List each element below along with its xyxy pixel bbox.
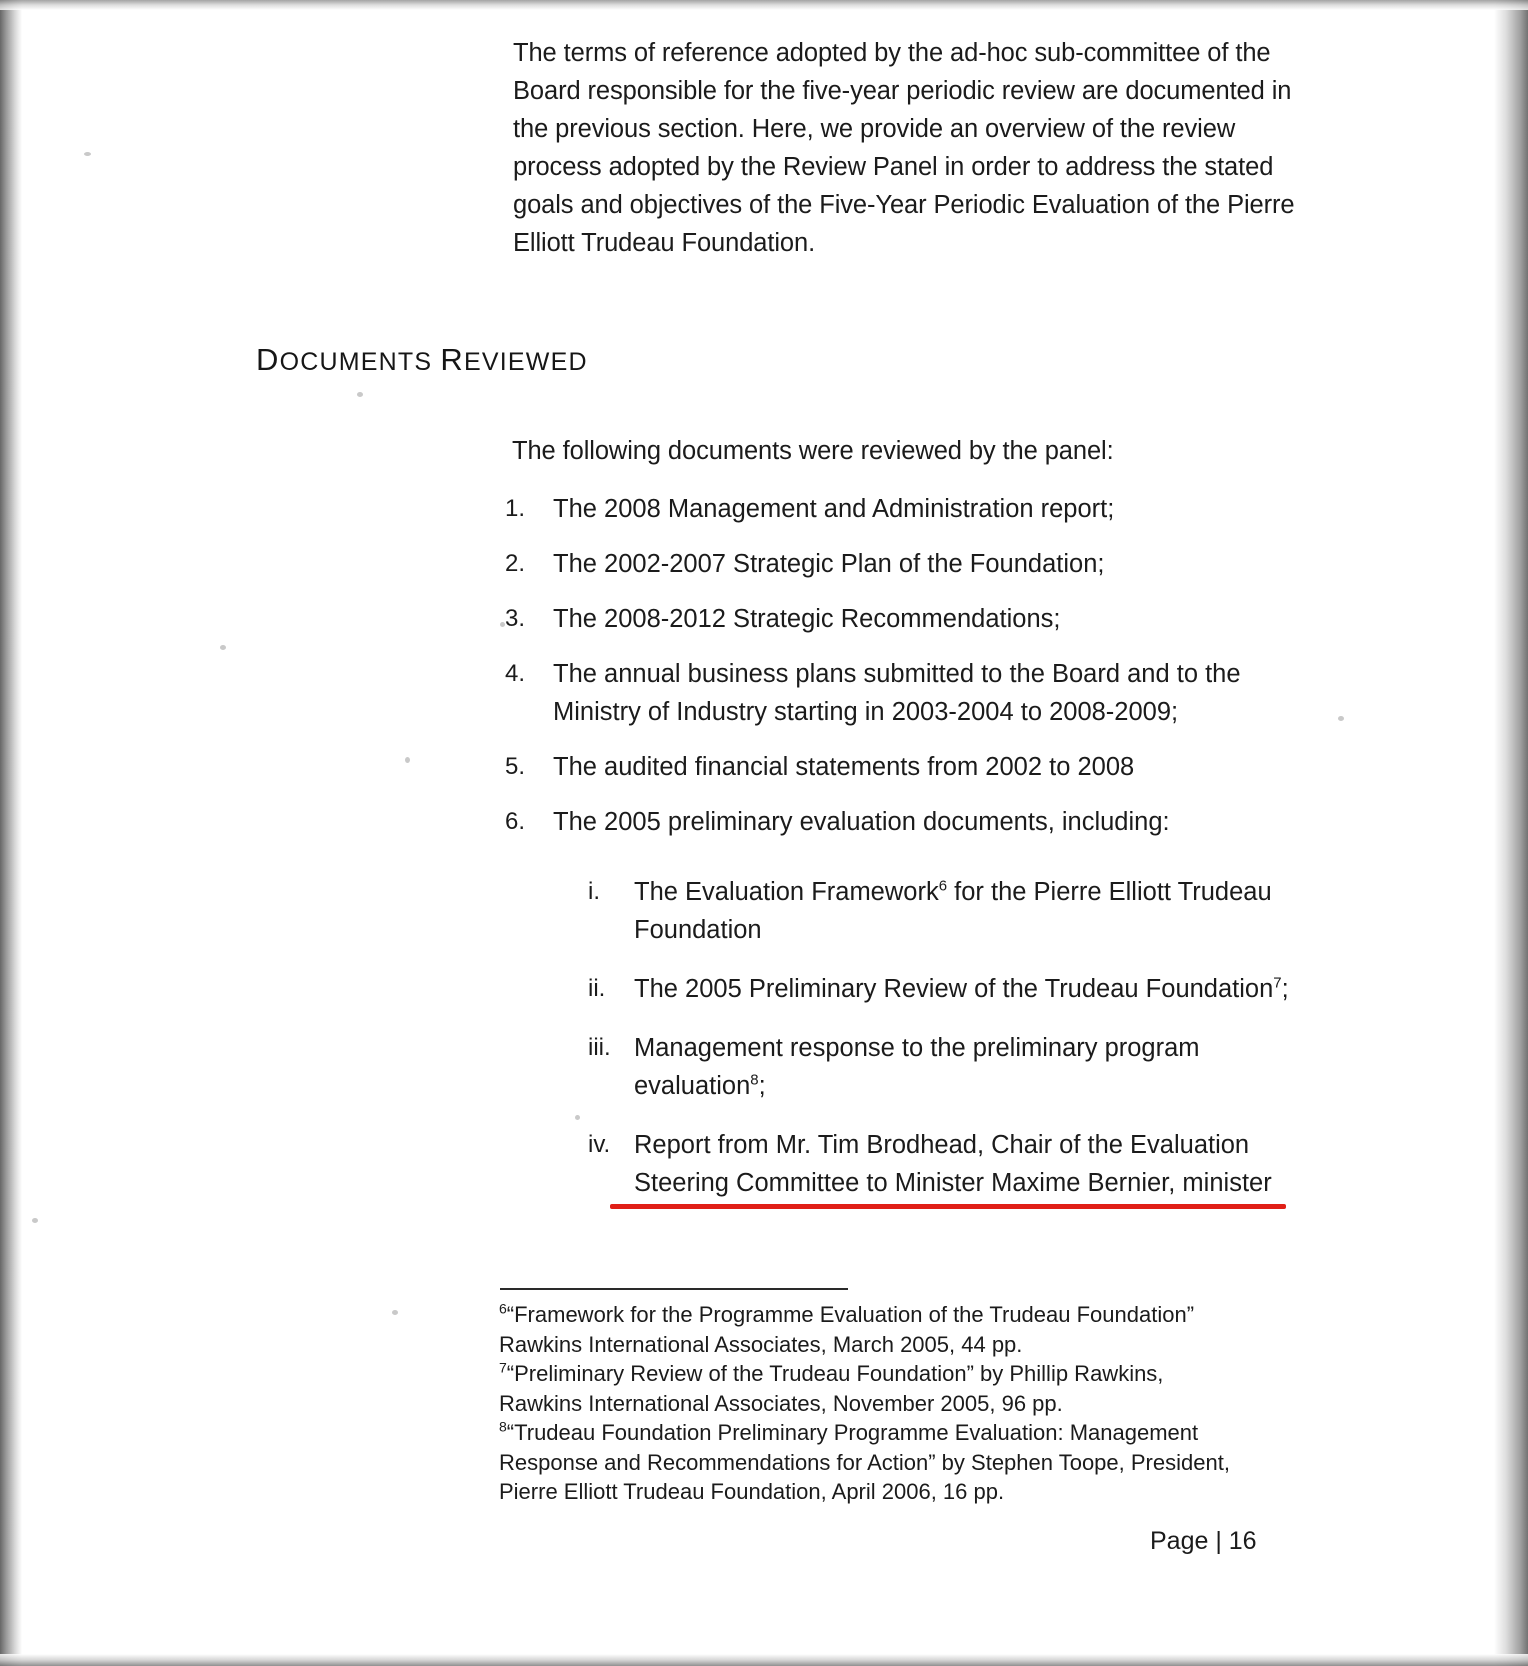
section-heading-text: DOCUMENTS REVIEWED	[256, 342, 588, 377]
list-item-content	[553, 490, 1295, 528]
page-edge-shadow-right	[1494, 0, 1528, 1666]
footnote-text: “Framework for the Programme Evaluation of the Trudeau Foundation”	[506, 1302, 1195, 1327]
footnotes-block	[499, 1300, 1259, 1507]
list-item	[505, 490, 1295, 528]
footnote-separator-rule	[500, 1288, 848, 1290]
sub-list-item	[588, 1029, 1293, 1105]
list-item-content	[553, 748, 1295, 786]
list-item	[505, 545, 1295, 583]
scan-speck	[1338, 716, 1344, 721]
intro-line: Board responsible for the five-year periodic review are documented in	[513, 77, 1292, 105]
sub-list-item-content	[634, 1029, 1293, 1105]
scan-speck	[357, 392, 363, 397]
footnote-number-8: 8	[499, 1418, 507, 1435]
list-lead-in	[512, 432, 1232, 470]
list-item	[505, 600, 1295, 638]
footnote-line	[499, 1300, 1259, 1330]
list-item-line: The 2002-2007 Strategic Plan of the Foundation;	[553, 550, 1105, 578]
section-heading	[256, 342, 588, 378]
footnote-line: Pierre Elliott Trudeau Foundation, April 2006, 16 pp.	[499, 1479, 1005, 1504]
list-item-line: The 2005 preliminary evaluation documents, including:	[553, 808, 1170, 836]
intro-line: Elliott Trudeau Foundation.	[513, 229, 816, 257]
footnote-text: “Trudeau Foundation Preliminary Programme Evaluation: Management	[506, 1420, 1199, 1445]
list-marker: 3.	[505, 605, 526, 632]
sub-list-item-line	[634, 970, 1293, 1008]
list-marker: 4.	[505, 660, 526, 687]
sub-item-text: The 2005 Preliminary Review of the Trudeau Foundation	[634, 975, 1274, 1003]
intro-line: process adopted by the Review Panel in order to address the stated	[513, 153, 1274, 181]
footnote-ref-6[interactable]: 6	[938, 877, 948, 895]
scan-speck	[84, 152, 91, 156]
scan-speck	[575, 1115, 580, 1120]
sub-list-marker: iv.	[588, 1131, 611, 1158]
sub-item-text: evaluation	[634, 1072, 751, 1100]
footnote-line: Rawkins International Associates, November 2005, 96 pp.	[499, 1390, 1063, 1416]
list-lead-in-text: The following documents were reviewed by the panel:	[512, 437, 1114, 465]
footnote-line	[499, 1418, 1259, 1448]
sub-list-item	[588, 1126, 1293, 1202]
scan-speck	[220, 645, 226, 650]
page-number-text: Page | 16	[1150, 1527, 1257, 1555]
list-marker: 1.	[505, 495, 526, 522]
scan-speck	[405, 757, 410, 763]
sub-list-marker: i.	[588, 878, 600, 905]
list-marker: 2.	[505, 550, 526, 577]
sub-list-item-line-highlighted	[634, 1164, 1293, 1202]
scan-speck	[392, 1310, 398, 1315]
list-item-line: The audited financial statements from 2002 to 2008	[553, 753, 1135, 781]
footnote	[499, 1359, 1259, 1418]
page-edge-shadow-left	[0, 0, 22, 1666]
list-item	[505, 748, 1295, 786]
footnote	[499, 1300, 1259, 1359]
list-item-content	[553, 655, 1295, 731]
footnote-line: Rawkins International Associates, March 2005, 44 pp.	[499, 1331, 1023, 1357]
intro-line: goals and objectives of the Five-Year Periodic Evaluation of the Pierre	[513, 191, 1295, 219]
sub-list-marker: iii.	[588, 1034, 611, 1061]
sub-list-marker: ii.	[588, 975, 606, 1002]
list-item-line: The annual business plans submitted to the Board and to the	[553, 660, 1241, 688]
sub-list-item-line: Report from Mr. Tim Brodhead, Chair of the Evaluation	[634, 1131, 1250, 1159]
footnote-text: “Preliminary Review of the Trudeau Foundation” by Phillip Rawkins,	[506, 1361, 1164, 1386]
footnote-ref-8[interactable]: 8	[750, 1071, 759, 1089]
list-item-content	[553, 803, 1295, 841]
list-item	[505, 803, 1295, 841]
sub-list-item-content	[634, 1126, 1293, 1202]
list-marker: 6.	[505, 808, 526, 835]
list-item-line: Ministry of Industry starting in 2003-2004 to 2008-2009;	[553, 698, 1179, 726]
list-item-line: The 2008 Management and Administration report;	[553, 495, 1115, 523]
footnote-line	[499, 1359, 1259, 1389]
page-number	[1150, 1527, 1257, 1556]
page-edge-shadow-top	[0, 0, 1528, 10]
footnote-number-6: 6	[499, 1300, 507, 1317]
sub-list-item-line: Management response to the preliminary program	[634, 1034, 1200, 1062]
sub-list-item-content	[634, 873, 1293, 949]
sub-list-item-line: Foundation	[634, 916, 762, 944]
sub-list-item	[588, 970, 1293, 1008]
sub-item-text: ;	[758, 1072, 766, 1100]
sub-list-item-line	[634, 1067, 1293, 1105]
documents-reviewed-list	[505, 490, 1295, 858]
intro-line: The terms of reference adopted by the ad-hoc sub-committee of the	[513, 39, 1271, 67]
list-item-line: The 2008-2012 Strategic Recommendations;	[553, 605, 1061, 633]
sub-list-item	[588, 873, 1293, 949]
footnote-ref-7[interactable]: 7	[1273, 974, 1282, 992]
red-underline-annotation: Steering Committee to Minister Maxime Bernier, minister	[634, 1164, 1272, 1202]
sub-item-text: The Evaluation Framework	[634, 878, 939, 906]
sub-item-text: ;	[1281, 975, 1289, 1003]
intro-line: the previous section. Here, we provide an overview of the review	[513, 115, 1236, 143]
sub-item-text: for the Pierre Elliott Trudeau	[947, 878, 1272, 906]
sub-list-item-content	[634, 970, 1293, 1008]
sub-list-item-line	[634, 873, 1293, 911]
list-item	[505, 655, 1295, 731]
footnote	[499, 1418, 1259, 1507]
page-edge-shadow-bottom	[0, 1654, 1528, 1666]
footnote-line: Response and Recommendations for Action” by Stephen Toope, President,	[499, 1449, 1230, 1475]
list-marker: 5.	[505, 753, 526, 780]
scan-speck	[32, 1218, 38, 1223]
sub-items-list	[588, 873, 1293, 1223]
list-item-content	[553, 600, 1295, 638]
intro-paragraph	[513, 34, 1295, 262]
footnote-number-7: 7	[499, 1359, 507, 1376]
list-item-content	[553, 545, 1295, 583]
